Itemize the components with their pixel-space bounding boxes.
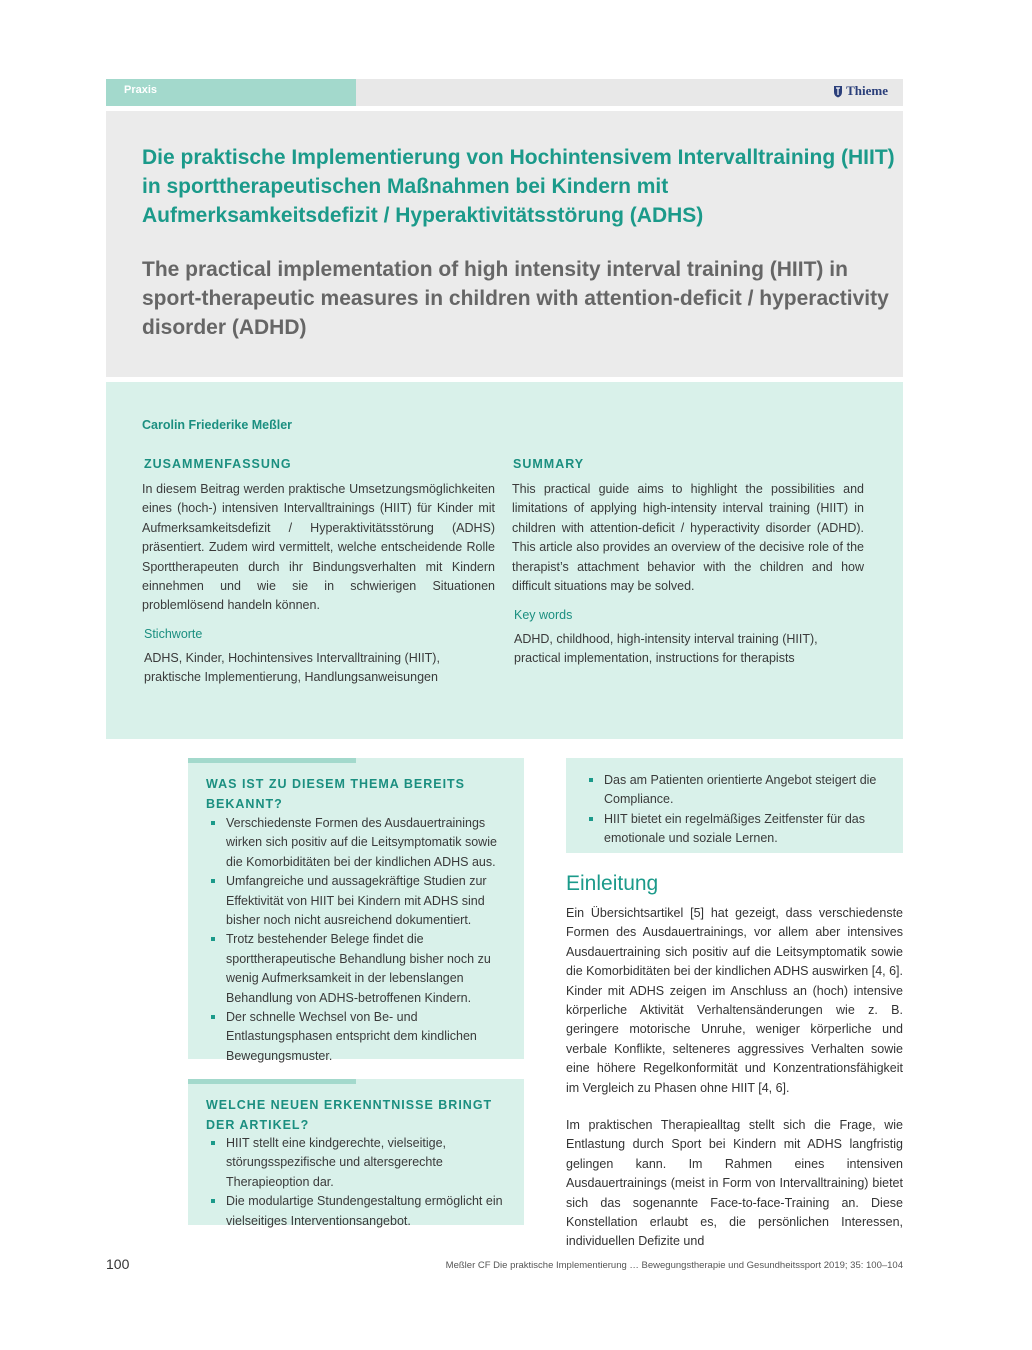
publisher-name: Thieme <box>846 83 888 98</box>
info-box-continued-list <box>584 771 884 849</box>
bullet-icon <box>589 817 593 821</box>
author-name: Carolin Friederike Meßler <box>142 418 293 432</box>
list-item: Umfangreiche und aussagekräftige Studien zur Effektivität von HIIT bei Kindern mit ADHS sind bisher noch nicht ausreichend dokumentiert. <box>206 872 506 930</box>
info-box-new-accent <box>188 1079 356 1084</box>
keywords-en-heading: Key words <box>514 608 573 622</box>
list-item: HIIT stellt eine kindgerechte, vielseitige, störungsspezifische und altersgerechte Therapieoption dar. <box>206 1134 506 1192</box>
citation-footer: Meßler CF Die praktische Implementierung … Bewegungstherapie und Gesundheitssport 2019; 35: 100–104 <box>445 1260 903 1271</box>
title-german: Die praktische Implementierung von Hochintensivem Intervalltraining (HIIT) in sporttherapeutischen Maßnahmen bei Kindern mit Aufmerksamkeitsdefizit / Hyperaktivitätsstörung (ADHS) <box>142 146 895 227</box>
section-label: Praxis <box>124 84 158 96</box>
info-box-new-list <box>206 1134 506 1231</box>
list-item: Die modulartige Stundengestaltung ermöglicht ein vielseitiges Interventionsangebot. <box>206 1192 506 1231</box>
body-paragraph: Ein Übersichtsartikel [5] hat gezeigt, dass verschiedenste Formen des Ausdauertrainings, vor allem aber intensives Ausdauertraining sich positiv auf die Leitsymptomatik sowie die Komorbiditäten bei der kindlichen ADHS auswirken [4, 6]. Kinder mit ADHS zeigen im Anschluss an (hoch) intensive körperliche Aktivität Verhaltensänderungen wie z. B. geringere motorische Unruhe, weniger körperliche und verbale Konflikte, selteneres aggressives Verhalten sowie eine höhere Regelkonformität und Konzentrationsfähigkeit im Vergleich zu Phasen ohne HIIT [4, 6]. <box>566 906 903 1095</box>
abstract-de-heading: ZUSAMMENFASSUNG <box>144 457 292 471</box>
page-number: 100 <box>106 1256 130 1272</box>
info-box-known-list <box>206 814 506 1066</box>
bullet-icon <box>211 1199 215 1203</box>
info-box-new-heading: WELCHE NEUEN ERKENNTNISSE BRINGT DER ARTIKEL? <box>206 1098 493 1132</box>
info-box-known-accent <box>188 758 356 763</box>
keywords-de-text: ADHS, Kinder, Hochintensives Intervalltraining (HIIT), praktische Implementierung, Handlungsanweisungen <box>144 651 440 685</box>
bullet-icon <box>589 778 593 782</box>
list-item: HIIT bietet ein regelmäßiges Zeitfenster für das emotionale und soziale Lernen. <box>584 810 884 849</box>
list-item: Der schnelle Wechsel von Be- und Entlastungsphasen entspricht dem kindlichen Bewegungsmuster. <box>206 1008 506 1066</box>
bullet-icon <box>211 937 215 941</box>
bullet-icon <box>211 1141 215 1145</box>
bullet-icon <box>211 879 215 883</box>
list-item: Das am Patienten orientierte Angebot steigert die Compliance. <box>584 771 884 810</box>
thieme-crest-icon <box>833 85 843 98</box>
abstract-de-text: In diesem Beitrag werden praktische Umsetzungsmöglichkeiten eines (hoch-) intensiven Intervalltrainings (HIIT) für Kinder mit Aufmerksamkeitsdefizit / Hyperaktivitätsstörung (ADHS) präsentiert. Zudem wird vermittelt, welche entscheidende Rolle Sporttherapeuten durch ihr Bindungsverhalten mit Kindern einnehmen und wie sie in schwierigen Situationen problemlösend handeln können. <box>142 482 495 613</box>
info-box-known-heading: WAS IST ZU DIESEM THEMA BEREITS BEKANNT? <box>206 777 466 811</box>
keywords-de-heading: Stichworte <box>144 627 203 641</box>
abstract-en-heading: SUMMARY <box>513 457 585 471</box>
bullet-icon <box>211 821 215 825</box>
list-item: Trotz bestehender Belege findet die sporttherapeutische Behandlung bisher noch zu wenig Aufmerksamkeit in der lebenslangen Behandlung von ADHS-betroffenen Kindern. <box>206 930 506 1008</box>
keywords-en-text: ADHD, childhood, high-intensity interval training (HIIT), practical implementation, instructions for therapists <box>514 632 818 666</box>
body-paragraph: Im praktischen Therapiealltag stellt sich die Frage, wie Entlastung durch Sport bei Kindern mit ADHS langfristig gelingen kann. Im Rahmen eines intensiven Ausdauertrainings (meist in Form von Intervalltraining) bietet sich das sogenannte Face-to-face-Training an. Diese Konstellation erlaubt es, die persönlichen Interessen, individuellen Defizite und <box>566 1118 903 1249</box>
list-item: Verschiedenste Formen des Ausdauertrainings wirken sich positiv auf die Leitsymptomatik sowie die Komorbiditäten bei der kindlichen ADHS aus. <box>206 814 506 872</box>
publisher-logo <box>833 83 888 99</box>
title-english: The practical implementation of high intensity interval training (HIIT) in sport-therapeutic measures in children with attention-deficit / hyperactivity disorder (ADHD) <box>142 258 889 339</box>
section-heading-introduction: Einleitung <box>566 872 659 895</box>
bullet-icon <box>211 1015 215 1019</box>
abstract-en-text: This practical guide aims to highlight the possibilities and limitations of applying high-intensity interval training (HIIT) in children with attention-deficit / hyperactivity disorder (ADHD). This article also provides an overview of the decisive role of the therapist’s attachment behavior with the children and how difficult situations may be solved. <box>512 482 864 594</box>
